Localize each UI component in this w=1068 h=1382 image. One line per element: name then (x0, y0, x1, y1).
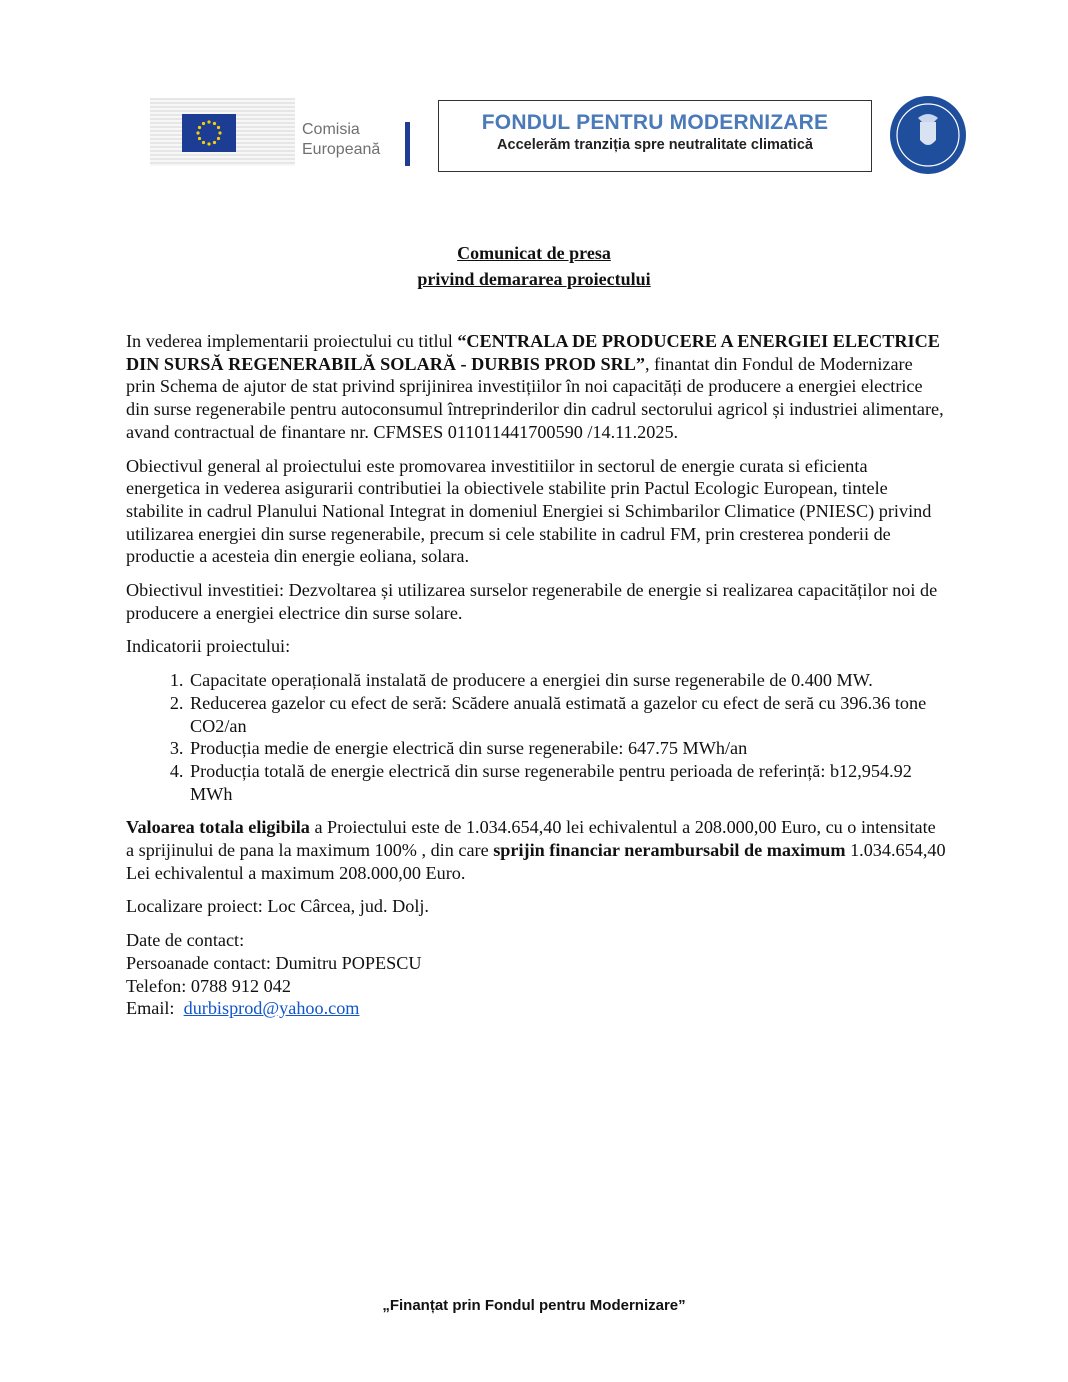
eligible-value-paragraph (126, 816, 946, 884)
title-line1: Comunicat de presa (457, 243, 611, 263)
ec-logo-line2: Europeană (302, 141, 381, 158)
fund-subtitle: Accelerăm tranziția spre neutralitate climatică (497, 137, 813, 153)
indicator-item: 2. Reducerea gazelor cu efect de seră: Scădere anuală estimată a gazelor cu efect de seră cu 396.36 tone CO2/an (188, 692, 946, 737)
fund-title: FONDUL PENTRU MODERNIZARE (481, 111, 829, 134)
email-link[interactable]: durbisprod@yahoo.com (183, 998, 360, 1019)
financial-support-text: 1.034.654,40 Lei echivalentul a maximum 208.000,00 Euro. (126, 840, 946, 883)
location-paragraph: Localizare proiect: Loc Cârcea, jud. Dolj. (126, 896, 429, 917)
project-title: “CENTRALA DE PRODUCERE A ENERGIEI ELECTRICE DIN SURSĂ REGENERABILĂ SOLARĂ - DURBIS PROD SRL” (126, 331, 940, 374)
intro-prefix: In vederea implementarii proiectului cu titlul (126, 331, 458, 351)
indicator-item: 3. Producția medie de energie electrică din surse regenerabile: 647.75 MWh/an (188, 737, 946, 760)
page-title (0, 240, 1068, 292)
contact-person: Persoanade contact: Dumitru POPESCU (126, 952, 422, 973)
contact-phone: Telefon: 0788 912 042 (126, 975, 291, 996)
press-release-body (126, 330, 946, 1020)
ec-accent-bar (405, 122, 410, 166)
contact-heading: Date de contact: (126, 930, 245, 951)
eu-flag-icon (182, 114, 236, 152)
title-line2: privind demararea proiectului (417, 269, 651, 289)
ec-logo-line1: Comisia (302, 121, 360, 138)
email-label: Email: (126, 998, 184, 1019)
intro-suffix: , finantat din Fondul de Modernizare prin Schema de ajutor de stat privind sprijinirea investițiilor în noi capacități de producere a energiei electrice din surse regenerabile pentru autoconsumul întreprinderilor din cadrul sectorului agricol și industriei alimentare, avand contractual de finantare nr. CFMSES 011011441700590 /14.11.2025. (126, 353, 944, 442)
romanian-government-seal-icon (890, 96, 966, 174)
contact-email-line (126, 997, 946, 1020)
footer-funding-note: „Finanțat prin Fondul pentru Modernizare” (382, 1297, 686, 1314)
indicators-heading: Indicatorii proiectului: (126, 636, 291, 657)
modernisation-fund-logo (438, 100, 872, 172)
eligible-value-text: a Proiectului este de 1.034.654,40 lei echivalentul a 208.000,00 Euro, cu o intensitate a sprijinului de pana la maximum 100% , din care (126, 817, 936, 861)
financial-support-label: sprijin financiar nerambursabil de maximum (493, 840, 846, 861)
header-logos (150, 92, 980, 182)
ec-logo-text (302, 120, 380, 160)
contact-block (126, 929, 946, 1020)
investment-objective-paragraph: Obiectivul investitiei: Dezvoltarea și utilizarea surselor regenerabile de energie si realizarea capacităților noi de producere a energiei electrice din surse solare. (126, 580, 938, 623)
indicator-item: 4. Producția totală de energie electrică din surse regenerabile pentru perioada de referință: b12,954.92 MWh (188, 760, 946, 805)
indicators-list (126, 669, 946, 805)
intro-paragraph (126, 330, 946, 444)
general-objective-paragraph: Obiectivul general al proiectului este promovarea investitiilor in sectorul de energie curata si eficienta energetica in vederea asigurarii contributiei la obiectivele stabilite prin Pactul Ecologic European, tintele stabilite in cadrul Planului National Integrat in domeniul Energiei si Schimbarilor Climatice (PNIESC) privind utilizarea energiei din surse regenerabile, precum si cele stabilite in cadrul FM, prin cresterea ponderii de productie a acesteia din energie eoliana, solara. (126, 455, 932, 567)
european-commission-logo (150, 92, 415, 172)
indicator-item: 1. Capacitate operațională instalată de producere a energiei din surse regenerabile de 0.400 MW. (188, 669, 946, 692)
eligible-value-label: Valoarea totala eligibila (126, 817, 310, 838)
